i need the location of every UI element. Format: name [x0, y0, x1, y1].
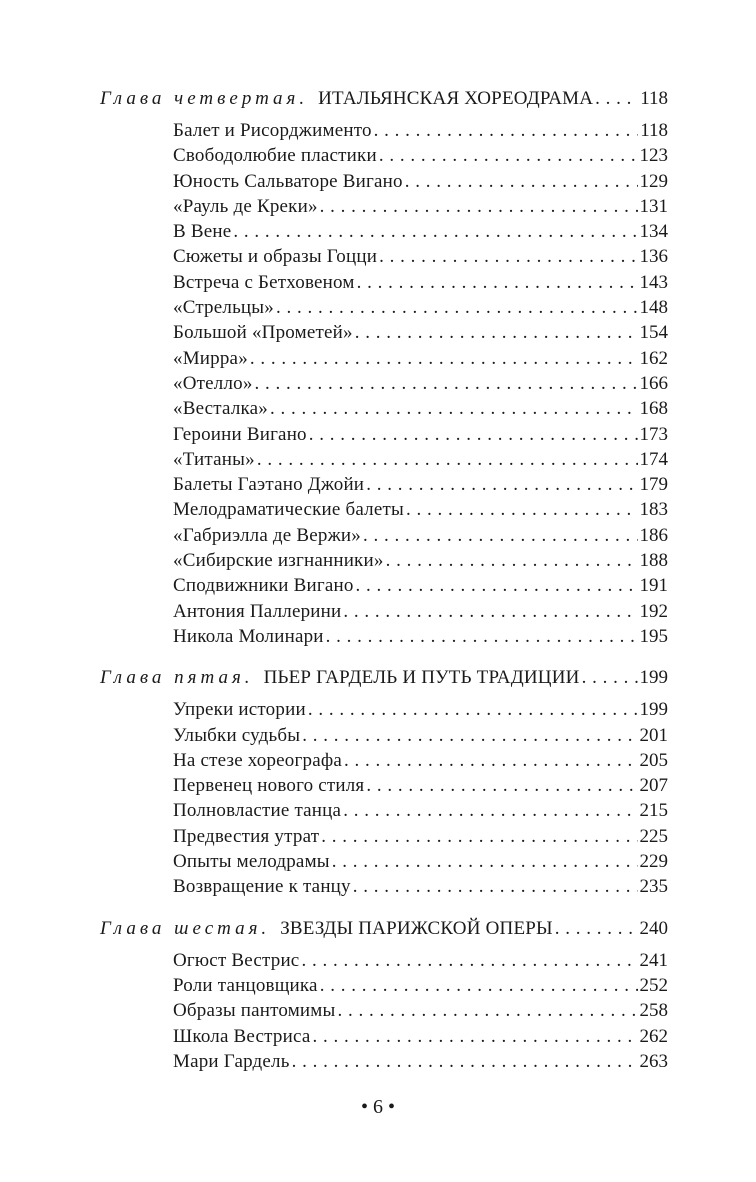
dot-leader: [386, 550, 638, 572]
toc-entry: [173, 1026, 668, 1051]
dot-leader: [406, 499, 638, 521]
entry-title: «Габриэлла де Вержи»: [173, 524, 361, 546]
chapter-page: 199: [639, 667, 668, 689]
dot-leader: [357, 272, 638, 294]
table-of-contents: [100, 88, 668, 1092]
entry-title: «Весталка»: [173, 398, 269, 420]
entry-page: 134: [639, 221, 668, 243]
toc-entry: [173, 800, 668, 825]
dot-leader: [405, 171, 638, 193]
toc-entry: [173, 601, 668, 626]
dot-leader: [379, 246, 637, 268]
dot-leader: [320, 975, 638, 997]
entry-page: 143: [639, 271, 668, 293]
entry-page: 192: [639, 600, 668, 622]
dot-leader: [320, 196, 638, 218]
dot-leader: [321, 826, 637, 848]
entry-page: 252: [639, 974, 668, 996]
entry-page: 241: [639, 949, 668, 971]
dot-leader: [343, 800, 637, 822]
entry-page: 179: [639, 474, 668, 496]
entry-page: 199: [639, 699, 668, 721]
dot-leader: [255, 373, 638, 395]
entry-page: 136: [639, 246, 668, 268]
entry-page: 207: [639, 775, 668, 797]
entry-title: Предвестия утрат: [173, 825, 320, 847]
toc-entry: [173, 851, 668, 876]
entry-page: 258: [639, 1000, 668, 1022]
entry-title: Встреча с Бетховеном: [173, 271, 355, 293]
entry-title: Улыбки судьбы: [173, 724, 301, 746]
dot-leader: [353, 876, 638, 898]
entry-title: «Отелло»: [173, 372, 253, 394]
chapter-title: ЗВЕЗДЫ ПАРИЖСКОЙ ОПЕРЫ: [280, 917, 553, 939]
entry-title: На стезе хореографа: [173, 749, 342, 771]
entry-page: 123: [639, 145, 668, 167]
dot-leader: [332, 851, 638, 873]
toc-entry: [173, 525, 668, 550]
toc-entry: [173, 398, 668, 423]
dot-leader: [308, 699, 638, 721]
dot-leader: [301, 950, 637, 972]
entry-page: 215: [639, 800, 668, 822]
toc-entry: [173, 196, 668, 221]
entry-title: Мари Гардель: [173, 1050, 290, 1072]
toc-entry: [173, 246, 668, 271]
dot-leader: [337, 1000, 637, 1022]
entry-title: Балет и Рисорджименто: [173, 120, 372, 141]
toc-entry: [173, 424, 668, 449]
entry-page: 205: [639, 749, 668, 771]
dot-leader: [595, 88, 638, 110]
entry-page: 235: [639, 876, 668, 898]
entry-title: «Рауль де Креки»: [173, 195, 318, 217]
toc-entry: [173, 348, 668, 373]
entry-title: Балеты Гаэтано Джойи: [173, 474, 365, 496]
entry-title: Свободолюбие пластики: [173, 145, 377, 167]
entry-page: 263: [639, 1050, 668, 1072]
entry-page: 131: [639, 195, 668, 217]
entry-title: Роли танцовщика: [173, 974, 318, 996]
chapter-heading: [100, 88, 668, 120]
chapter-group: [100, 667, 668, 901]
dot-leader: [555, 918, 638, 940]
entry-page: 186: [639, 524, 668, 546]
dot-leader: [363, 525, 638, 547]
chapter-title: ПЬЕР ГАРДЕЛЬ И ПУТЬ ТРАДИЦИИ: [263, 667, 580, 689]
entry-title: «Мирра»: [173, 347, 248, 369]
chapter-label: Глава четвертая.: [100, 88, 309, 109]
dot-leader: [257, 449, 638, 471]
entry-title: Опыты мелодрамы: [173, 851, 330, 873]
chapter-label: Глава пятая.: [100, 667, 254, 689]
entry-title: Полновластие танца: [173, 800, 342, 822]
toc-entry: [173, 750, 668, 775]
chapter-group: [100, 88, 668, 651]
entry-page: 162: [639, 347, 668, 369]
dot-leader: [355, 322, 638, 344]
entry-page: 225: [639, 825, 668, 847]
entry-page: 191: [639, 575, 668, 597]
dot-leader: [366, 775, 637, 797]
entry-page: 201: [639, 724, 668, 746]
toc-entry: [173, 876, 668, 901]
dot-leader: [312, 1026, 637, 1048]
chapter-page: 240: [639, 917, 668, 939]
entry-title: Возвращение к танцу: [173, 876, 351, 898]
dot-leader: [344, 750, 638, 772]
dot-leader: [233, 221, 637, 243]
entry-title: Упреки истории: [173, 699, 306, 721]
entry-title: Огюст Вестрис: [173, 949, 300, 971]
dot-leader: [366, 474, 637, 496]
entry-page: 154: [639, 322, 668, 344]
dot-leader: [343, 601, 637, 623]
toc-entry: [173, 575, 668, 600]
toc-entry: [173, 775, 668, 800]
entry-title: «Сибирские изгнанники»: [173, 550, 384, 572]
toc-entry: [173, 474, 668, 499]
dot-leader: [356, 575, 638, 597]
entry-title: Большой «Прометей»: [173, 322, 353, 344]
chapter-label: Глава шестая.: [100, 917, 271, 939]
entry-title: Антония Паллерини: [173, 600, 342, 622]
toc-entry: [173, 297, 668, 322]
toc-entry: [173, 725, 668, 750]
entry-title: «Стрельцы»: [173, 297, 274, 319]
chapter-heading: [100, 918, 668, 950]
dot-leader: [292, 1051, 638, 1073]
toc-entry: [173, 826, 668, 851]
entry-page: 173: [639, 423, 668, 445]
toc-entry: [173, 373, 668, 398]
dot-leader: [270, 398, 637, 420]
entry-page: 188: [639, 550, 668, 572]
entry-title: Сюжеты и образы Гоцци: [173, 246, 378, 268]
toc-entry: [173, 1000, 668, 1025]
dot-leader: [309, 424, 638, 446]
chapter-group: [100, 918, 668, 1076]
dot-leader: [276, 297, 638, 319]
toc-entry: [173, 171, 668, 196]
entry-page: 148: [639, 297, 668, 319]
entry-page: 229: [639, 851, 668, 873]
entry-title: Юность Сальваторе Вигано: [173, 170, 403, 192]
dot-leader: [379, 145, 638, 167]
entry-title: Сподвижники Вигано: [173, 575, 354, 597]
entry-title: Школа Вестриса: [173, 1025, 311, 1047]
toc-entry: [173, 1051, 668, 1076]
toc-entry: [173, 950, 668, 975]
entry-title: Никола Молинари: [173, 625, 324, 647]
chapter-page: 118: [640, 88, 668, 109]
entry-page: 262: [639, 1025, 668, 1047]
entry-title: Героини Вигано: [173, 423, 307, 445]
toc-entry: [173, 145, 668, 170]
dot-leader: [250, 348, 638, 370]
dot-leader: [326, 626, 638, 648]
dot-leader: [302, 725, 637, 747]
toc-entry: [173, 449, 668, 474]
toc-entry: [173, 975, 668, 1000]
entry-page: 168: [639, 398, 668, 420]
chapter-title: ИТАЛЬЯНСКАЯ ХОРЕОДРАМА: [318, 88, 594, 109]
entry-title: «Титаны»: [173, 448, 255, 470]
toc-entry: [173, 221, 668, 246]
entry-title: Образы пантомимы: [173, 1000, 336, 1022]
entry-page: 174: [639, 448, 668, 470]
entry-title: Первенец нового стиля: [173, 775, 365, 797]
toc-entry: [173, 120, 668, 145]
chapter-heading: [100, 667, 668, 699]
dot-leader: [582, 667, 638, 689]
entry-page: 129: [639, 170, 668, 192]
entry-title: В Вене: [173, 221, 232, 243]
dot-leader: [374, 120, 639, 142]
toc-entry: [173, 626, 668, 651]
entry-page: 183: [639, 499, 668, 521]
toc-entry: [173, 322, 668, 347]
entry-page: 195: [639, 625, 668, 647]
toc-entry: [173, 499, 668, 524]
entry-title: Мелодраматические балеты: [173, 499, 404, 521]
entry-page: 118: [640, 120, 668, 141]
toc-entry: [173, 699, 668, 724]
page-number: • 6 •: [360, 1096, 395, 1118]
entry-page: 166: [639, 372, 668, 394]
toc-entry: [173, 550, 668, 575]
toc-entry: [173, 272, 668, 297]
